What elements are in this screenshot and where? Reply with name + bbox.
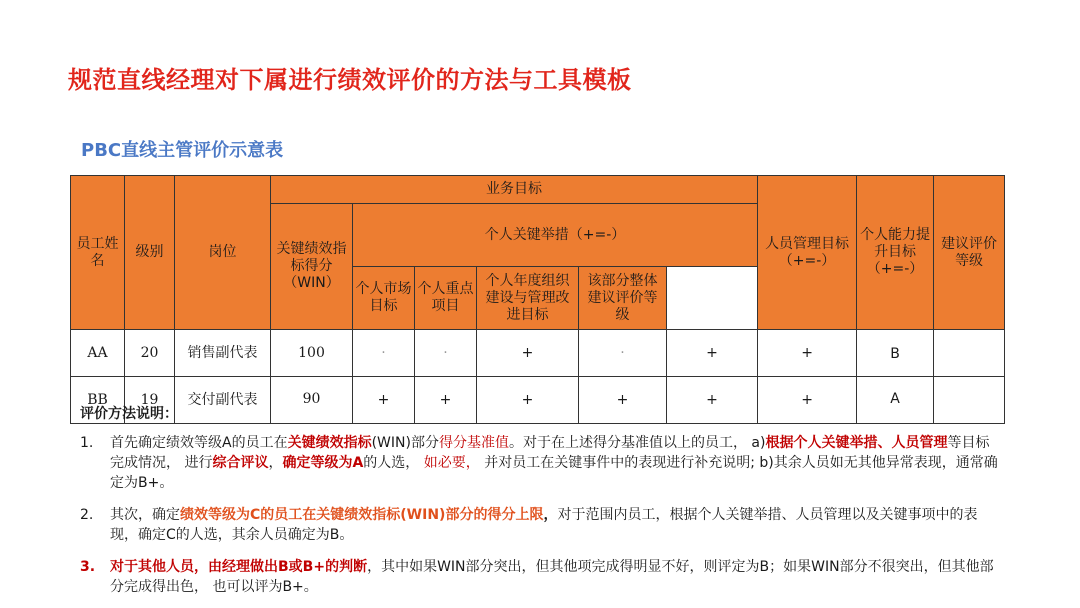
cell-org-building: + bbox=[477, 377, 579, 424]
note-number: 1. bbox=[80, 435, 94, 451]
notes-heading: 评价方法说明： bbox=[80, 406, 178, 422]
cell-market: · bbox=[353, 330, 415, 377]
note-highlight: 对于其他人员，由经理做出B或B+的判断 bbox=[110, 559, 368, 575]
cell-dept-evaluation: · bbox=[579, 330, 667, 377]
header-dept-evaluation: 该部分整体建议评价等级 bbox=[579, 267, 667, 330]
note-highlight: 根据个人关键举措、人员管理 bbox=[765, 435, 948, 451]
cell-name: BB bbox=[71, 377, 125, 424]
note-number: 2. bbox=[80, 507, 94, 523]
note-text: 并对员工在关键事件中的表现进行补充说明; b)其余人员如无其他异常表现，通常确定为B+。 bbox=[110, 455, 998, 491]
cell-position: 销售副代表 bbox=[175, 330, 271, 377]
cell-rating: A bbox=[857, 377, 934, 424]
note-highlight: 得分基准值 bbox=[438, 435, 509, 451]
table-row bbox=[71, 330, 1005, 377]
note-item-2 bbox=[80, 505, 1000, 545]
cell-people-management: + bbox=[667, 377, 758, 424]
pbc-evaluation-table bbox=[70, 175, 1005, 424]
note-text: 首先确定绩效等级A的员工在 bbox=[110, 435, 288, 451]
header-suggested-rating: 建议评价等级 bbox=[934, 176, 1005, 330]
note-text: (WIN)部分 bbox=[371, 435, 439, 451]
cell-name: AA bbox=[71, 330, 125, 377]
cell-rating: B bbox=[857, 330, 934, 377]
header-capability: 个人能力提升目标（+=-） bbox=[857, 176, 934, 330]
note-text: 。对于在上述得分基准值以上的员工， a) bbox=[508, 435, 766, 451]
note-highlight: ， bbox=[543, 507, 558, 523]
note-text: 的人选， bbox=[363, 455, 424, 471]
page-title: 规范直线经理对下属进行绩效评价的方法与工具模板 bbox=[68, 66, 632, 94]
cell-grade: 19 bbox=[125, 377, 175, 424]
cell-win: 100 bbox=[271, 330, 353, 377]
header-people-management: 人员管理目标（+=-） bbox=[758, 176, 857, 330]
note-highlight: 如必要， bbox=[423, 455, 480, 471]
cell-key-projects: + bbox=[415, 377, 477, 424]
cell-position: 交付副代表 bbox=[175, 377, 271, 424]
note-highlight: 综合评议 bbox=[212, 455, 269, 471]
note-text: 对于范围内员工，根据个人关键举措、人员管理以及关键事项中的表现，确定C的人选，其余人员确定为B。 bbox=[110, 507, 978, 543]
header-business-goals: 业务目标 bbox=[271, 176, 758, 204]
header-position: 岗位 bbox=[175, 176, 271, 330]
note-text: ，其中如果WIN部分突出，但其他项完成得明显不好，则评定为B；如果WIN部分不很突出，但其他部分完成得出色， 也可以评为B+。 bbox=[110, 559, 994, 595]
table-subtitle: PBC直线主管评价示意表 bbox=[81, 140, 284, 161]
cell-grade: 20 bbox=[125, 330, 175, 377]
note-highlight: 绩效等级为C的员工在关键绩效指标(WIN)部分的得分上限 bbox=[180, 507, 544, 523]
header-key-projects: 个人重点项目 bbox=[415, 267, 477, 330]
header-market-goal: 个人市场目标 bbox=[353, 267, 415, 330]
cell-capability: + bbox=[758, 330, 857, 377]
cell-win: 90 bbox=[271, 377, 353, 424]
note-item-1 bbox=[80, 433, 1000, 493]
cell-org-building: + bbox=[477, 330, 579, 377]
note-item-3 bbox=[80, 557, 1000, 597]
note-text: 其次，确定 bbox=[110, 507, 180, 523]
cell-key-events bbox=[934, 330, 1005, 377]
evaluation-notes bbox=[80, 404, 1000, 608]
header-grade: 级别 bbox=[125, 176, 175, 330]
cell-key-projects: · bbox=[415, 330, 477, 377]
cell-people-management: + bbox=[667, 330, 758, 377]
header-employee-name: 员工姓名 bbox=[71, 176, 125, 330]
header-key-measures: 个人关键举措（+=-） bbox=[353, 204, 758, 267]
cell-capability: + bbox=[758, 377, 857, 424]
note-text: ， bbox=[268, 455, 283, 471]
note-highlight: 确定等级为A bbox=[282, 455, 364, 471]
note-number: 3. bbox=[80, 559, 96, 575]
header-org-building: 个人年度组织建设与管理改进目标 bbox=[477, 267, 579, 330]
note-highlight: 关键绩效指标 bbox=[287, 435, 372, 451]
header-win-score: 关键绩效指标得分（WIN） bbox=[271, 204, 353, 330]
cell-market: + bbox=[353, 377, 415, 424]
cell-dept-evaluation: + bbox=[579, 377, 667, 424]
note-text: 等目标完成情况， 进行 bbox=[110, 435, 990, 471]
